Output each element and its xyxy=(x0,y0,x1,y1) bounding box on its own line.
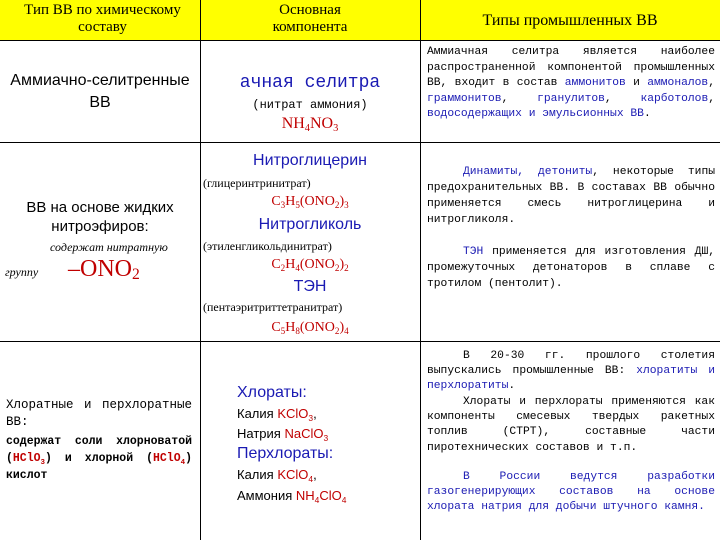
desc-segment: аммонитов xyxy=(564,77,626,89)
row3-description-2 xyxy=(427,395,715,456)
desc-segment: , xyxy=(604,92,641,105)
row1-formula: $NH_4NO_3$ xyxy=(281,115,339,134)
row2-description-2 xyxy=(427,244,715,292)
row1-component-note: (нитрат аммония) xyxy=(252,98,368,112)
row3-type: Хлоратные и перхлоратные ВВ: xyxy=(6,398,192,429)
row2-c3-formula: $C_5H_8(ONO_2)_4$ xyxy=(271,320,349,336)
desc-segment: ТЭН xyxy=(463,246,484,258)
desc-segment: . xyxy=(508,380,516,393)
row3-chlorate-k: Калия KClO$_3$, xyxy=(237,406,317,423)
row2-group-label: группу xyxy=(5,265,39,279)
row2-c3-note: (пентаэритриттетранитрат) xyxy=(203,300,343,314)
desc-segment: Динамиты, детониты xyxy=(463,166,593,178)
desc-segment: , xyxy=(708,92,716,105)
desc-segment: Хлораты и перхлораты применяются как компоненты смесевых твердых ракетных топлив (СТРТ), составные части пиротехнических составов и т.п. xyxy=(427,396,715,454)
desc-segment: , xyxy=(708,77,715,89)
desc-segment: гранулитов xyxy=(537,92,605,105)
row2-c1-name: Нитроглицерин xyxy=(253,152,367,169)
row3-description-1 xyxy=(427,349,715,395)
desc-segment: , xyxy=(501,92,538,105)
row2-description-1 xyxy=(427,164,715,228)
col-divider-2 xyxy=(420,0,421,540)
row2-c3-name: ТЭН xyxy=(293,278,327,295)
row3-chlorate-na: Натрия NaClO$_3$ xyxy=(237,426,329,443)
row2-c2-name: Нитрогликоль xyxy=(258,216,362,233)
desc-segment: аммоналов xyxy=(647,77,709,89)
row2-type: ВВ на основе жидких нитроэфиров: xyxy=(26,199,174,235)
row2-contains: содержат нитратную xyxy=(50,240,168,254)
desc-segment: применяется для изготовления ДШ, промежуточных детонаторов в сплаве с тротилом (пентолит). xyxy=(427,246,715,290)
row-divider-2 xyxy=(0,341,720,342)
row2-group-formula: $-ONO_2$ xyxy=(68,256,140,283)
row-divider-0 xyxy=(0,40,720,41)
desc-segment: , некоторые типы предохранительных ВВ. В составах ВВ обычно применяется смесь нитроглицерина и нитрогликоля. xyxy=(427,166,716,226)
desc-segment: В России ведутся разработки газогенерирующих составов на основе хлората натрия для добычи штучного камня. xyxy=(427,471,715,514)
row2-c2-formula: $C_2H_4(ONO_2)_2$ xyxy=(271,257,349,273)
desc-segment: и xyxy=(625,77,648,89)
row3-chlorates-title: Хлораты: xyxy=(237,384,307,401)
row1-description xyxy=(427,45,715,123)
header-industrial: Типы промышленных ВВ xyxy=(425,12,715,29)
header-component: Основная компонента xyxy=(245,2,375,36)
desc-segment: граммонитов xyxy=(427,92,502,105)
row2-c1-note: (глицеринтринитрат) xyxy=(203,176,311,190)
row1-type: Аммиачно-селитренные ВВ xyxy=(10,72,190,111)
desc-segment: Аммиачная селитра является наиболее распространенной компонентой промышленных ВВ, входит в состав xyxy=(427,46,715,89)
desc-segment: хлоратиты и перхлоратиты xyxy=(427,365,715,393)
row3-perchlorate-nh4: Аммония $NH_4ClO_4$ xyxy=(237,488,347,505)
row2-c2-note: (этиленгликольдинитрат) xyxy=(203,239,332,253)
row3-description-3 xyxy=(427,470,715,516)
row1-component-name: ачная селитра xyxy=(239,73,381,93)
row-divider-1 xyxy=(0,142,720,143)
row3-contains: содержат соли хлорноватой (HClO$_3$) и хлорной (HClO$_4$) кислот xyxy=(6,435,192,482)
header-type: Тип ВВ по химическому составу xyxy=(20,2,185,36)
desc-segment: водосодержащих и эмульсионных ВВ xyxy=(427,108,644,120)
row3-perchlorate-k: Калия KClO$_4$, xyxy=(237,467,317,484)
row3-perchlorates-title: Перхлораты: xyxy=(237,445,334,462)
row2-c1-formula: $C_3H_5(ONO_2)_3$ xyxy=(271,194,349,210)
desc-segment: . xyxy=(643,108,651,120)
col-divider-1 xyxy=(200,0,201,540)
desc-segment: карботолов xyxy=(640,92,709,105)
desc-segment: В 20-30 гг. прошлого столетия выпускались промышленные ВВ: xyxy=(427,350,715,378)
